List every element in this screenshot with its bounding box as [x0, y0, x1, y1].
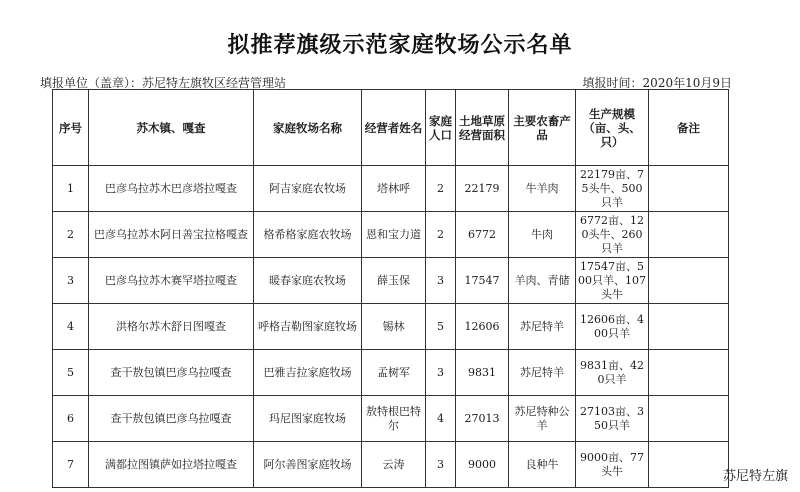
reporting-unit: 填报单位（盖章）：苏尼特左旗牧区经营管理站 [40, 76, 287, 90]
header-ranch-name: 家庭牧场名称 [254, 90, 362, 166]
cell-main-products: 羊肉、青储 [509, 258, 576, 304]
header-main-products: 主要农畜产品 [509, 90, 576, 166]
cell-operator: 锡林 [362, 304, 426, 350]
cell-land-area: 27013 [456, 396, 509, 442]
header-land-area: 土地草原经营面积 [456, 90, 509, 166]
cell-land-area: 17547 [456, 258, 509, 304]
cell-land-area: 6772 [456, 212, 509, 258]
cell-main-products: 牛肉 [509, 212, 576, 258]
table-row [53, 396, 729, 442]
cell-production-scale: 17547亩、500只羊、107头牛 [576, 258, 649, 304]
watermark-text: 苏尼特左旗 [722, 469, 788, 484]
cell-operator: 薛玉保 [362, 258, 426, 304]
cell-land-area: 9831 [456, 350, 509, 396]
cell-township: 巴彦乌拉苏木阿日善宝拉格嘎查 [89, 212, 254, 258]
cell-main-products: 牛羊肉 [509, 166, 576, 212]
cell-remarks [649, 442, 729, 488]
cell-ranch-name: 暖春家庭农牧场 [254, 258, 362, 304]
ranch-list-table [52, 89, 729, 488]
cell-operator: 云涛 [362, 442, 426, 488]
cell-ranch-name: 阿吉家庭农牧场 [254, 166, 362, 212]
cell-remarks [649, 396, 729, 442]
cell-remarks [649, 166, 729, 212]
cell-family-size: 3 [426, 442, 456, 488]
table-header-row [53, 90, 729, 166]
cell-family-size: 2 [426, 212, 456, 258]
cell-production-scale: 12606亩、400只羊 [576, 304, 649, 350]
cell-operator: 孟树军 [362, 350, 426, 396]
cell-township: 巴彦乌拉苏木赛罕塔拉嘎查 [89, 258, 254, 304]
cell-remarks [649, 258, 729, 304]
cell-production-scale: 22179亩、75头牛、500只羊 [576, 166, 649, 212]
cell-township: 洪格尔苏木舒日图嘎查 [89, 304, 254, 350]
cell-index: 2 [53, 212, 89, 258]
cell-family-size: 4 [426, 396, 456, 442]
table-row [53, 304, 729, 350]
table-row [53, 166, 729, 212]
table-row [53, 442, 729, 488]
cell-main-products: 良种牛 [509, 442, 576, 488]
cell-ranch-name: 玛尼图家庭牧场 [254, 396, 362, 442]
cell-township: 查干敖包镇巴彦乌拉嘎查 [89, 350, 254, 396]
cell-land-area: 22179 [456, 166, 509, 212]
cell-index: 5 [53, 350, 89, 396]
cell-index: 4 [53, 304, 89, 350]
cell-index: 7 [53, 442, 89, 488]
table-row [53, 258, 729, 304]
header-index: 序号 [53, 90, 89, 166]
header-production-scale: 生产规模（亩、头、只） [576, 90, 649, 166]
reporting-date: 填报时间：2020年10月9日 [582, 76, 732, 90]
cell-land-area: 9000 [456, 442, 509, 488]
cell-operator: 恩和宝力道 [362, 212, 426, 258]
header-operator: 经营者姓名 [362, 90, 426, 166]
cell-family-size: 3 [426, 258, 456, 304]
cell-township: 巴彦乌拉苏木巴彦塔拉嘎查 [89, 166, 254, 212]
cell-township: 查干敖包镇巴彦乌拉嘎查 [89, 396, 254, 442]
cell-ranch-name: 呼格吉勒图家庭牧场 [254, 304, 362, 350]
cell-production-scale: 9831亩、420只羊 [576, 350, 649, 396]
page-title: 拟推荐旗级示范家庭牧场公示名单 [227, 33, 573, 58]
cell-family-size: 2 [426, 166, 456, 212]
cell-index: 6 [53, 396, 89, 442]
cell-family-size: 5 [426, 304, 456, 350]
cell-remarks [649, 304, 729, 350]
cell-family-size: 3 [426, 350, 456, 396]
cell-main-products: 苏尼特羊 [509, 304, 576, 350]
cell-township: 满都拉图镇萨如拉塔拉嘎查 [89, 442, 254, 488]
header-township: 苏木镇、嘎查 [89, 90, 254, 166]
header-family-size: 家庭人口 [426, 90, 456, 166]
cell-index: 1 [53, 166, 89, 212]
table-row [53, 350, 729, 396]
cell-operator: 塔林呼 [362, 166, 426, 212]
cell-remarks [649, 212, 729, 258]
cell-main-products: 苏尼特羊 [509, 350, 576, 396]
cell-production-scale: 27103亩、350只羊 [576, 396, 649, 442]
header-remarks: 备注 [649, 90, 729, 166]
cell-land-area: 12606 [456, 304, 509, 350]
cell-remarks [649, 350, 729, 396]
cell-ranch-name: 格希格家庭农牧场 [254, 212, 362, 258]
table-row [53, 212, 729, 258]
cell-production-scale: 9000亩、77头牛 [576, 442, 649, 488]
cell-operator: 敖特根巴特尔 [362, 396, 426, 442]
cell-main-products: 苏尼特种公羊 [509, 396, 576, 442]
cell-ranch-name: 阿尔善图家庭牧场 [254, 442, 362, 488]
cell-production-scale: 6772亩、120头牛、260只羊 [576, 212, 649, 258]
cell-ranch-name: 巴雅吉拉家庭牧场 [254, 350, 362, 396]
cell-index: 3 [53, 258, 89, 304]
